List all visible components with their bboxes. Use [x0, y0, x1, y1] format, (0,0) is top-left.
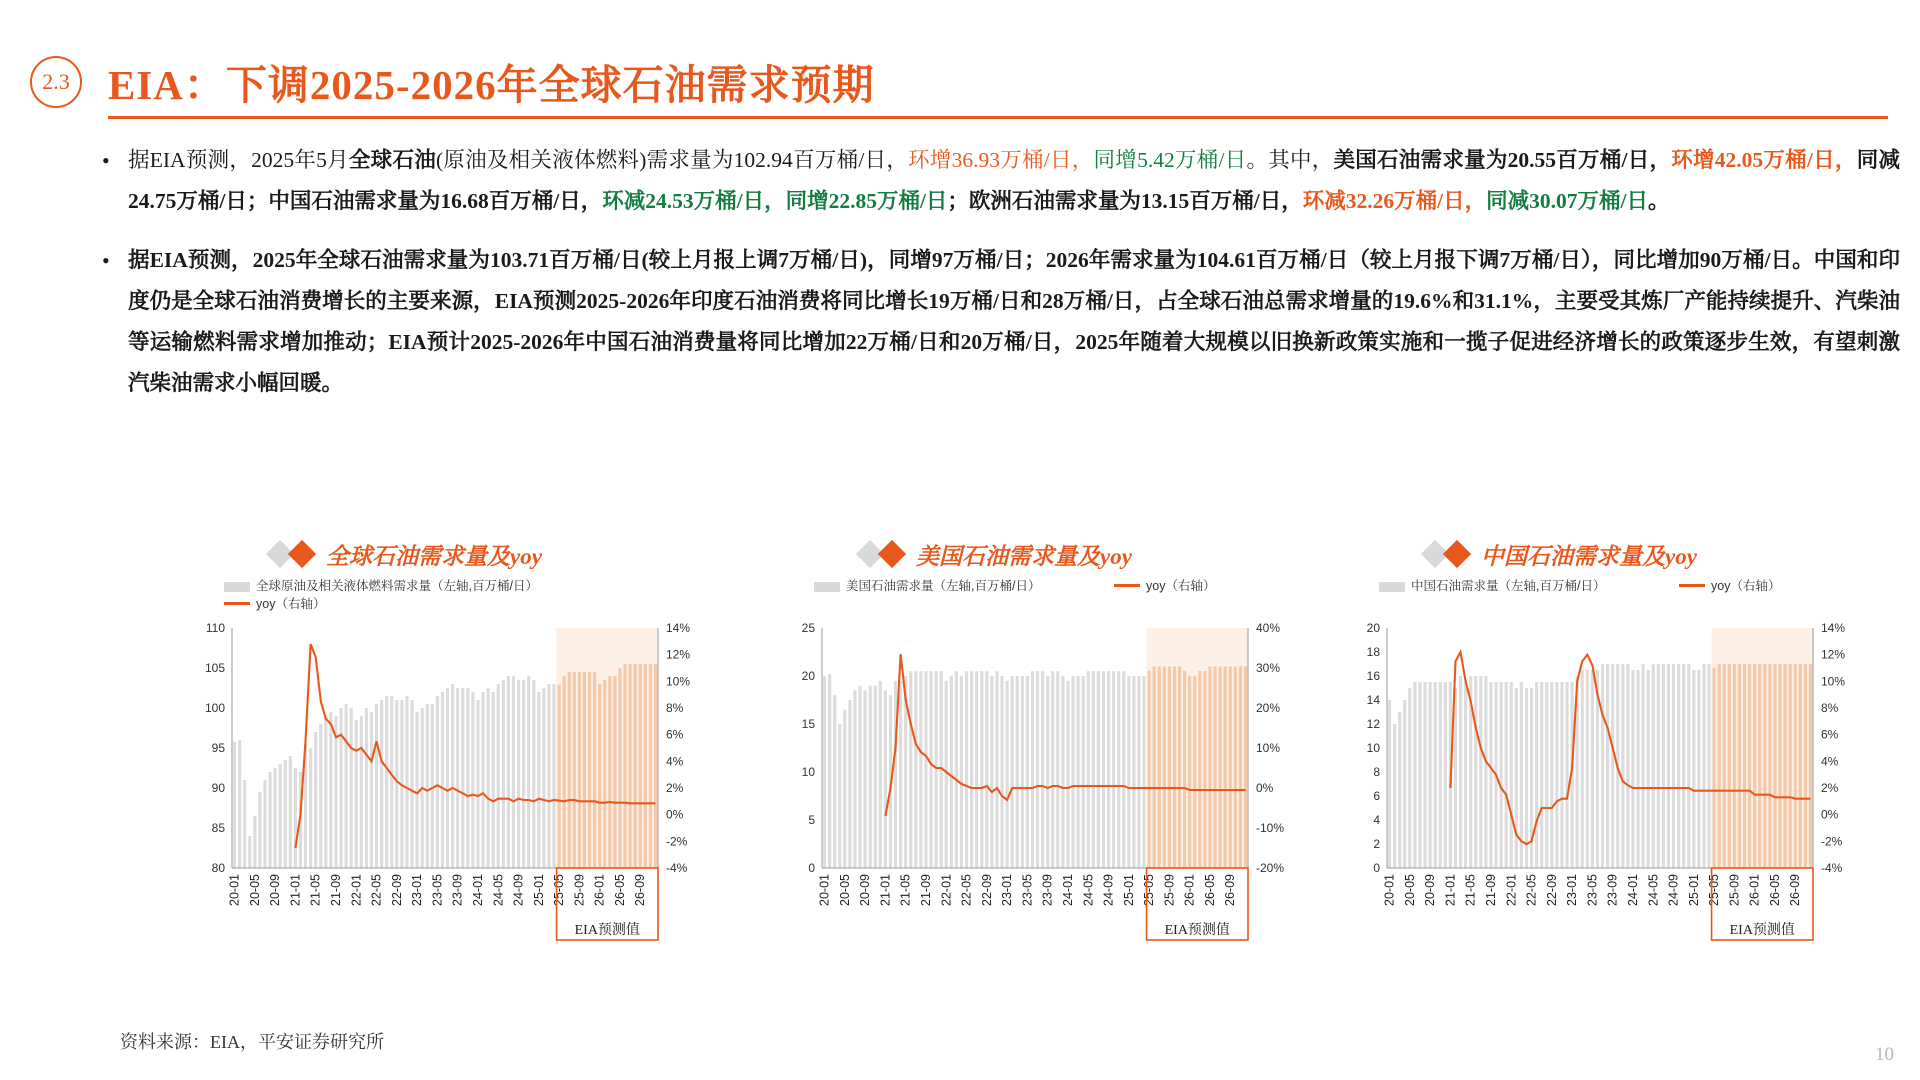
body-text [100, 140, 1900, 422]
svg-text:10: 10 [1366, 741, 1380, 755]
title-underline [108, 116, 1888, 119]
svg-text:8%: 8% [1821, 701, 1839, 715]
svg-text:21-05: 21-05 [308, 874, 323, 906]
svg-text:26-01: 26-01 [1747, 874, 1762, 906]
text-run: 2025-2026年中国石油消费量将同比增加22万桶/日和20万桶/日 [470, 330, 1054, 354]
svg-text:8: 8 [1373, 765, 1380, 779]
legend-line-swatch [1114, 584, 1140, 587]
svg-text:24-05: 24-05 [491, 874, 506, 906]
svg-text:105: 105 [204, 661, 225, 675]
svg-text:21-09: 21-09 [919, 874, 933, 906]
text-run: 据EIA预测，2025年5月 [128, 148, 349, 172]
svg-text:24-01: 24-01 [471, 874, 485, 906]
svg-text:21-05: 21-05 [898, 874, 913, 906]
svg-text:8%: 8% [666, 701, 684, 715]
svg-text:-20%: -20% [1256, 861, 1285, 875]
svg-text:25-01: 25-01 [531, 874, 546, 906]
svg-text:24-05: 24-05 [1081, 874, 1096, 906]
svg-text:24-01: 24-01 [1626, 874, 1640, 906]
chart-plot [750, 620, 1310, 950]
legend-line-swatch [1679, 584, 1705, 587]
svg-text:-4%: -4% [666, 861, 688, 875]
svg-text:26-09: 26-09 [1788, 874, 1803, 906]
svg-text:22-05: 22-05 [959, 874, 974, 906]
text-run: (原油及相关液体燃料)需求量为102.94百万桶/日， [435, 148, 909, 172]
chart-title: 美国石油需求量及yoy [916, 544, 1132, 569]
svg-text:110: 110 [205, 621, 225, 635]
svg-text:15: 15 [801, 717, 815, 731]
svg-text:20-09: 20-09 [1423, 874, 1438, 906]
svg-text:25: 25 [801, 621, 815, 635]
svg-text:21-09: 21-09 [1484, 874, 1498, 906]
legend-line-entry [1679, 576, 1780, 594]
svg-text:-10%: -10% [1256, 821, 1285, 835]
svg-text:23-05: 23-05 [430, 874, 445, 906]
legend-bar-label: 美国石油需求量（左轴,百万桶/日） [846, 579, 1041, 593]
svg-text:23-01: 23-01 [410, 874, 425, 906]
legend-bar-swatch [1379, 582, 1405, 592]
svg-text:-4%: -4% [1821, 861, 1843, 875]
svg-text:0%: 0% [1821, 807, 1839, 822]
svg-text:24-05: 24-05 [1646, 874, 1661, 906]
svg-text:22-09: 22-09 [389, 874, 404, 906]
legend-bar-entry [224, 576, 538, 594]
svg-text:25-01: 25-01 [1686, 874, 1701, 906]
svg-text:90: 90 [211, 781, 225, 795]
svg-text:4%: 4% [666, 754, 684, 769]
svg-text:24-01: 24-01 [1061, 874, 1075, 906]
svg-text:24-09: 24-09 [511, 874, 526, 906]
legend-bar-entry [1379, 576, 1605, 594]
legend-bar-label: 全球原油及相关液体燃料需求量（左轴,百万桶/日） [256, 579, 538, 593]
svg-text:20-05: 20-05 [1402, 874, 1417, 906]
text-run: ；欧洲石油需求量为13.15百万桶/日， [947, 189, 1303, 213]
charts-row [100, 538, 1860, 1018]
svg-text:21-01: 21-01 [288, 874, 303, 906]
svg-text:80: 80 [211, 861, 225, 875]
page-title: EIA：下调2025-2026年全球石油需求预期 [108, 62, 875, 108]
chart-title: 全球石油需求量及yoy [326, 544, 542, 569]
svg-text:10: 10 [801, 765, 815, 779]
svg-text:12%: 12% [1821, 647, 1846, 662]
svg-text:4: 4 [1373, 813, 1380, 827]
svg-text:20%: 20% [1256, 701, 1281, 715]
svg-text:21-09: 21-09 [329, 874, 343, 906]
svg-text:24-09: 24-09 [1666, 874, 1681, 906]
svg-text:14: 14 [1366, 693, 1380, 707]
svg-text:14%: 14% [666, 621, 691, 635]
svg-text:95: 95 [211, 741, 225, 755]
svg-text:21-01: 21-01 [1443, 874, 1458, 906]
svg-text:30%: 30% [1256, 661, 1281, 675]
chart-header [230, 538, 720, 576]
svg-text:20-05: 20-05 [247, 874, 262, 906]
svg-text:6%: 6% [1821, 727, 1839, 742]
chart-global [160, 538, 720, 1018]
svg-text:21-05: 21-05 [1463, 874, 1478, 906]
svg-text:22-01: 22-01 [349, 874, 364, 906]
svg-text:85: 85 [211, 821, 225, 835]
svg-text:23-01: 23-01 [1565, 874, 1580, 906]
svg-text:21-01: 21-01 [878, 874, 893, 906]
svg-text:0%: 0% [1256, 781, 1274, 795]
svg-text:10%: 10% [1256, 741, 1281, 755]
svg-text:22-05: 22-05 [369, 874, 384, 906]
svg-text:26-05: 26-05 [1768, 874, 1782, 906]
svg-text:24-09: 24-09 [1101, 874, 1116, 906]
svg-text:22-01: 22-01 [939, 874, 954, 906]
slide-header [30, 48, 1890, 118]
bullet-item [100, 140, 1900, 222]
svg-text:26-09: 26-09 [633, 874, 648, 906]
svg-text:-2%: -2% [1821, 834, 1843, 849]
page-number: 10 [1875, 1044, 1894, 1065]
svg-text:2: 2 [1373, 837, 1380, 851]
chart-svg [1315, 620, 1875, 950]
svg-text:22-01: 22-01 [1504, 874, 1519, 906]
chart-plot [160, 620, 720, 950]
chart-svg [750, 620, 1310, 950]
forecast-label: EIA预测值 [1164, 923, 1230, 938]
text-run: 美国石油需求量为20.55百万桶/日， [1333, 148, 1672, 172]
text-run: 环增36.93万桶/日， [908, 148, 1094, 172]
svg-text:10%: 10% [1821, 674, 1846, 689]
bullet-item [100, 240, 1900, 404]
svg-text:23-05: 23-05 [1020, 874, 1035, 906]
svg-text:0%: 0% [666, 807, 684, 822]
text-run: 据EIA预测，2025年全球石油需求量为103.71百万桶/日(较上月报上调7万桶/日)，同增97万桶/日；2026年需求量为104.61百万桶/日（较上月报下调7万桶/日），同比增加90万桶/日。中国和印度仍是全球石油消费增长的主要来源，EIA预测2025-2026年印度石油消费将同比增长19万桶/日和28万桶/日，占全球石油总需求增量的19.6%和31.1%，主要受其炼厂产能持续提升、汽柴油等运输燃料需求增加推动；EIA预计 [128, 248, 1900, 354]
svg-text:25-05: 25-05 [1142, 874, 1157, 906]
section-number-badge: 2.3 [30, 56, 82, 108]
svg-text:25-09: 25-09 [1162, 874, 1177, 906]
legend-line-label: yoy（右轴） [256, 597, 326, 611]
svg-text:2%: 2% [1821, 781, 1839, 795]
svg-text:22-09: 22-09 [979, 874, 994, 906]
legend-line-label: yoy（右轴） [1711, 579, 1781, 593]
svg-text:20-01: 20-01 [227, 874, 242, 906]
svg-text:0: 0 [808, 861, 815, 875]
chart-header [820, 538, 1310, 576]
text-run: 同增5.42万桶/日 [1093, 148, 1247, 172]
svg-text:26-09: 26-09 [1223, 874, 1238, 906]
text-run: 环减32.26万桶/日， [1302, 189, 1487, 213]
chart-legend [224, 576, 720, 620]
svg-text:6%: 6% [666, 727, 684, 742]
svg-text:20: 20 [801, 669, 815, 683]
svg-text:25-09: 25-09 [1727, 874, 1742, 906]
legend-bar-swatch [814, 582, 840, 592]
source-note: 资料来源：EIA，平安证券研究所 [120, 1032, 384, 1052]
svg-text:10%: 10% [666, 674, 691, 689]
svg-text:5: 5 [808, 813, 815, 827]
legend-bar-label: 中国石油需求量（左轴,百万桶/日） [1411, 579, 1606, 593]
svg-text:23-05: 23-05 [1585, 874, 1600, 906]
svg-text:4%: 4% [1821, 754, 1839, 769]
svg-text:12: 12 [1366, 717, 1380, 731]
forecast-label: EIA预测值 [574, 923, 640, 938]
legend-line-label: yoy（右轴） [1146, 579, 1216, 593]
svg-text:6: 6 [1373, 789, 1380, 803]
svg-text:0: 0 [1373, 861, 1380, 875]
chart-legend [1379, 576, 1875, 620]
svg-text:20-01: 20-01 [1382, 874, 1397, 906]
svg-text:23-09: 23-09 [1040, 874, 1055, 906]
svg-text:23-09: 23-09 [450, 874, 465, 906]
legend-bar-entry [814, 576, 1040, 594]
chart-china [1315, 538, 1875, 1018]
text-run: 环增42.05万桶/日， [1671, 148, 1857, 172]
svg-text:18: 18 [1366, 645, 1380, 659]
text-run: ，2025年随着大规模以旧换新政策实施和一揽子促进经济增长的政策逐步生效，有望刺激汽柴油需求小幅回暖。 [128, 330, 1900, 395]
text-run: 。其中， [1246, 148, 1334, 172]
svg-text:26-05: 26-05 [1203, 874, 1217, 906]
svg-text:100: 100 [204, 701, 225, 715]
chart-svg [160, 620, 720, 950]
text-run: 全球石油 [348, 148, 436, 172]
chart-plot [1315, 620, 1875, 950]
diamond-orange-icon [288, 540, 316, 568]
svg-text:20-09: 20-09 [268, 874, 283, 906]
svg-text:2%: 2% [666, 781, 684, 795]
svg-text:20-09: 20-09 [858, 874, 873, 906]
diamond-orange-icon [1443, 540, 1471, 568]
svg-text:25-05: 25-05 [552, 874, 567, 906]
text-run: 同减30.07万桶/日 [1486, 189, 1648, 213]
chart-header [1385, 538, 1875, 576]
svg-text:12%: 12% [666, 647, 691, 662]
svg-text:25-09: 25-09 [572, 874, 587, 906]
svg-text:20: 20 [1366, 621, 1380, 635]
svg-text:40%: 40% [1256, 621, 1281, 635]
svg-text:14%: 14% [1821, 621, 1846, 635]
text-run: 同减24.75万桶/日 [128, 148, 1900, 213]
chart-title: 中国石油需求量及yoy [1481, 544, 1697, 569]
svg-text:23-01: 23-01 [1000, 874, 1015, 906]
svg-text:25-01: 25-01 [1121, 874, 1136, 906]
text-run: ；中国石油需求量为16.68百万桶/日， [246, 189, 603, 213]
text-run: 。 [1648, 189, 1670, 213]
diamond-orange-icon [878, 540, 906, 568]
svg-text:-2%: -2% [666, 834, 688, 849]
svg-text:16: 16 [1366, 669, 1380, 683]
forecast-label: EIA预测值 [1729, 923, 1795, 938]
svg-text:22-05: 22-05 [1524, 874, 1539, 906]
chart-us [750, 538, 1310, 1018]
svg-text:23-09: 23-09 [1605, 874, 1620, 906]
svg-text:22-09: 22-09 [1544, 874, 1559, 906]
legend-bar-swatch [224, 582, 250, 592]
svg-text:26-01: 26-01 [1182, 874, 1197, 906]
svg-text:20-05: 20-05 [837, 874, 852, 906]
chart-legend [814, 576, 1310, 620]
text-run: 环减24.53万桶/日，同增22.85万桶/日 [602, 189, 948, 213]
legend-line-entry [224, 594, 325, 612]
svg-text:26-01: 26-01 [592, 874, 607, 906]
svg-text:26-05: 26-05 [613, 874, 627, 906]
legend-line-swatch [224, 602, 250, 605]
svg-text:25-05: 25-05 [1707, 874, 1722, 906]
legend-line-entry [1114, 576, 1215, 594]
svg-text:20-01: 20-01 [817, 874, 832, 906]
